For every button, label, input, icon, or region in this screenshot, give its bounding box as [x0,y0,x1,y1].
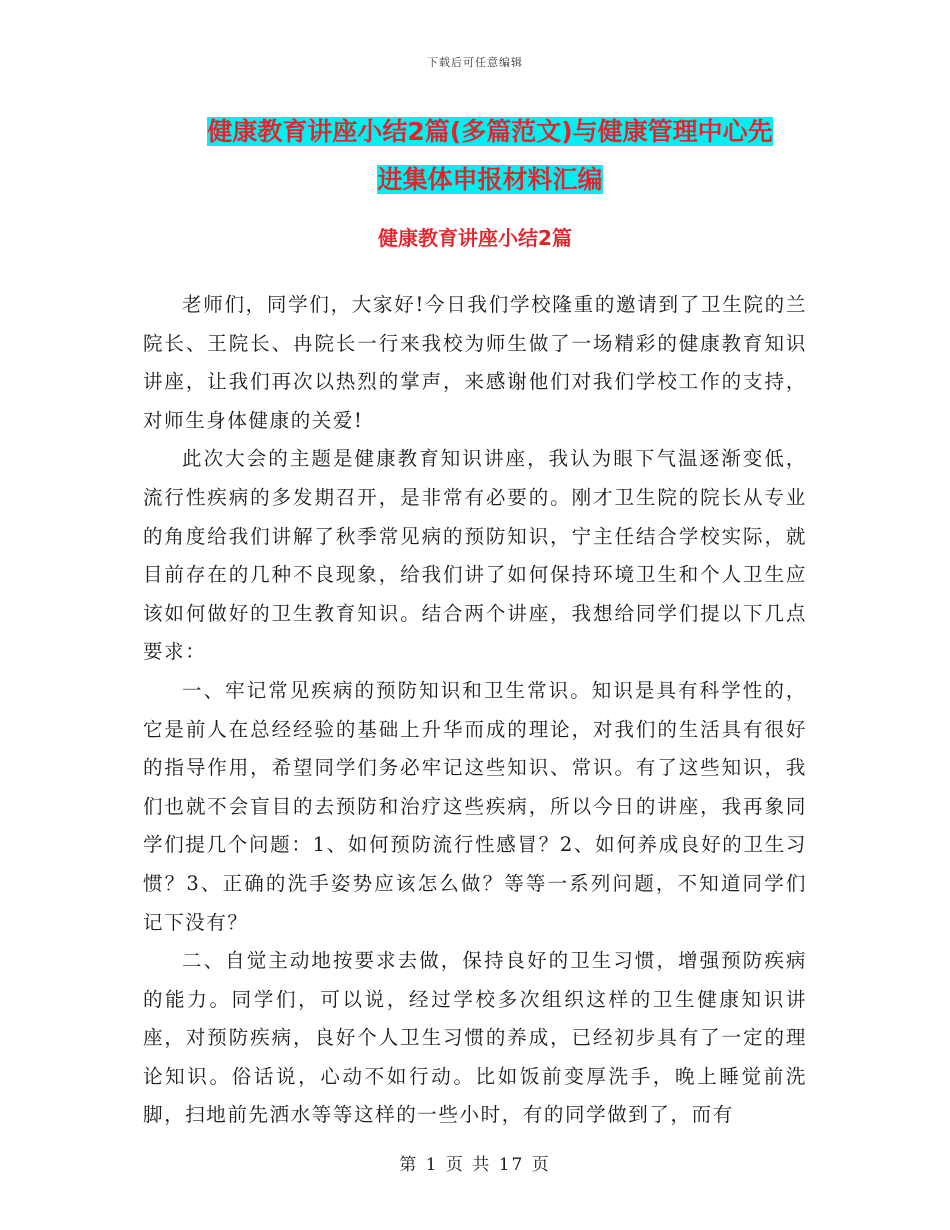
header-note: 下载后可任意编辑 [427,56,523,69]
paragraph: 此次大会的主题是健康教育知识讲座，我认为眼下气温逐渐变低，流行性疾病的多发期召开，是非常有必要的。刚才卫生院的院长从专业的角度给我们讲解了秋季常见病的预防知识，宁主任结合学校实际，就目前存在的几种不良现象，给我们讲了如何保持环境卫生和个人卫生应该如何做好的卫生教育知识。结合两个讲座，我想给同学们提以下几点要求： [143,447,807,664]
document-title [120,108,860,204]
body-text [143,286,807,1135]
paragraph: 一、牢记常见疾病的预防知识和卫生常识。知识是具有科学性的，它是前人在总经经验的基础上升华而成的理论，对我们的生活具有很好的指导作用，希望同学们务必牢记这些知识、常识。有了这些知识，我们也就不会盲目的去预防和治疗这些疾病，所以今日的讲座，我再象同学们提几个问题：1、如何预防流行性感冒？2、如何养成良好的卫生习惯？3、正确的洗手姿势应该怎么做？等等一系列问题，不知道同学们记下没有？ [143,678,807,934]
page-footer: 第 1 页 共 17 页 [399,1155,551,1175]
paragraph: 老师们，同学们，大家好!今日我们学校隆重的邀请到了卫生院的兰院长、王院长、冉院长一行来我校为师生做了一场精彩的健康教育知识讲座，让我们再次以热烈的掌声，来感谢他们对我们学校工作的支持，对师生身体健康的关爱! [143,293,807,432]
paragraph: 二、自觉主动地按要求去做，保持良好的卫生习惯，增强预防疾病的能力。同学们，可以说，经过学校多次组织这样的卫生健康知识讲座，对预防疾病，良好个人卫生习惯的养成，已经初步具有了一定的理论知识。俗话说，心动不如行动。比如饭前变厚洗手，晚上睡觉前洗脚，扫地前先洒水等等这样的一些小时，有的同学做到了，而有 [143,949,807,1127]
section-title: 健康教育讲座小结2篇 [378,226,572,250]
document-title-line-2: 进集体申报材料汇编 [377,165,603,194]
document-title-line-1: 健康教育讲座小结2篇(多篇范文)与健康管理中心先 [207,117,773,146]
